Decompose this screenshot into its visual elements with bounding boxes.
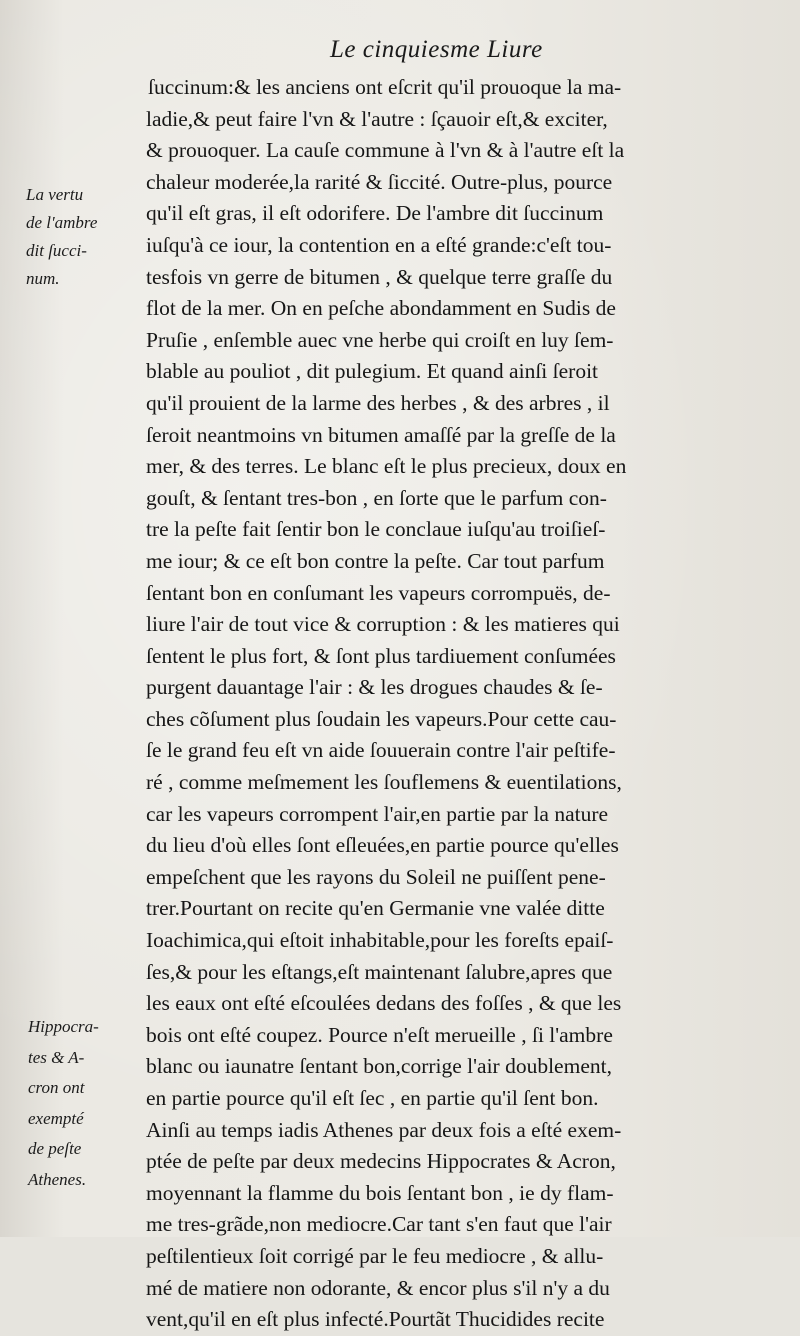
text-line: vent,qu'il en eſt plus infecté.Pourtãt Thucidides recite (146, 1307, 605, 1332)
text-line: bois ont eſté coupez. Pource n'eſt merueille , ſi l'ambre (146, 1022, 613, 1047)
text-line: me iour; & ce eſt bon contre la peſte. Car tout parfum (146, 548, 605, 573)
text-line: mer, & des terres. Le blanc eſt le plus precieux, doux en (146, 454, 627, 479)
margin-note-line: tes & A- (28, 1047, 85, 1067)
text-line: car les vapeurs corrompent l'air,en partie par la nature (146, 801, 609, 826)
margin-note-line: La vertu (26, 185, 84, 204)
margin-note-line: num. (26, 269, 60, 288)
margin-note-line: Hippocra- (28, 1017, 99, 1036)
margin-note-line: exempté (28, 1108, 84, 1128)
text-line: trer.Pourtant on recite qu'en Germanie vne valée ditte (146, 896, 605, 921)
text-line: gouſt, & ſentant tres-bon , en ſorte que le parfum con- (146, 485, 607, 510)
margin-note-line: dit ſucci- (26, 241, 87, 260)
text-line: du lieu d'où elles ſont eſleuées,en partie pource qu'elles (146, 833, 619, 858)
text-line: blanc ou iaunatre ſentant bon,corrige l'air doublement, (146, 1054, 612, 1079)
text-line: ladie,& peut faire l'vn & l'autre : ſçauoir eſt,& exciter, (146, 106, 608, 131)
text-line: ré , comme meſmement les ſouflemens & euentilations, (146, 770, 622, 795)
text-line: ſentent le plus fort, & ſont plus tardiuement conſumées (146, 643, 616, 668)
text-line: ſe le grand feu eſt vn aide ſouuerain contre l'air peſtife- (146, 738, 616, 763)
text-line: Pruſie , enſemble auec vne herbe qui croiſt en luy ſem- (146, 327, 614, 352)
margin-note-line: de l'ambre (26, 213, 98, 232)
margin-note-hippocrates (28, 1012, 148, 1195)
text-line: en partie pource qu'il eſt ſec , en partie qu'il ſent bon. (146, 1086, 599, 1110)
text-line: empeſchent que les rayons du Soleil ne puiſſent pene- (146, 864, 606, 889)
margin-note-line: cron ont (28, 1078, 85, 1097)
text-line: me tres-grãde,non mediocre.Car tant s'en faut que l'air (146, 1212, 612, 1237)
text-line: purgent dauantage l'air : & les drogues chaudes & ſe- (146, 675, 603, 700)
text-line: qu'il prouient de la larme des herbes , & des arbres , il (146, 390, 610, 415)
margin-note-line: de peſte (28, 1139, 82, 1158)
text-line: liure l'air de tout vice & corruption : & les matieres qui (146, 612, 620, 637)
text-line: tesfois vn gerre de bitumen , & quelque terre graſſe du (146, 264, 613, 289)
text-line: mé de matiere non odorante, & encor plus s'il n'y a du (146, 1275, 610, 1300)
text-line: peſtilentieux ſoit corrigé par le feu mediocre , & allu- (146, 1243, 604, 1268)
text-line: qu'il eſt gras, il eſt odorifere. De l'ambre dit ſuccinum (146, 201, 604, 226)
text-line: ſeroit neantmoins vn bitumen amaſſé par la greſſe de la (146, 422, 616, 447)
text-line: & prouoquer. La cauſe commune à l'vn & à l'autre eſt la (146, 138, 625, 163)
text-line: ches cõſument plus ſoudain les vapeurs.Pour cette cau- (146, 706, 617, 731)
text-line: ſuccinum:& les anciens ont eſcrit qu'il prouoque la ma- (148, 75, 622, 99)
text-line: blable au pouliot , dit pulegium. Et quand ainſi ſeroit (146, 359, 599, 384)
text-line: ſentant bon en conſumant les vapeurs corrompuës, de- (146, 580, 611, 605)
text-line: moyennant la flamme du bois ſentant bon , ie dy flam- (146, 1180, 614, 1205)
text-line: iuſqu'à ce iour, la contention en a eſté grande:c'eſt tou- (146, 232, 612, 257)
text-line: Ainſi au temps iadis Athenes par deux fois a eſté exem- (146, 1117, 622, 1142)
text-line: ſes,& pour les eſtangs,eſt maintenant ſalubre,apres que (146, 959, 613, 984)
text-line: ptée de peſte par deux medecins Hippocrates & Acron, (146, 1149, 616, 1174)
text-line: les eaux ont eſté eſcoulées dedans des foſſes , & que les (146, 991, 622, 1016)
text-line: flot de la mer. On en peſche abondamment en Sudis de (146, 296, 616, 321)
text-line: tre la peſte fait ſentir bon le conclaue iuſqu'au troiſieſ- (146, 517, 606, 542)
running-head: Le cinquiesme Liure (330, 36, 543, 63)
margin-note-amber (26, 181, 146, 293)
margin-note-line: Athenes. (28, 1169, 87, 1189)
text-line: chaleur moderée,la rarité & ſiccité. Outre-plus, pource (146, 169, 613, 194)
text-line: Ioachimica,qui eſtoit inhabitable,pour les foreſts epaiſ- (146, 928, 614, 953)
body-text (146, 72, 786, 1336)
